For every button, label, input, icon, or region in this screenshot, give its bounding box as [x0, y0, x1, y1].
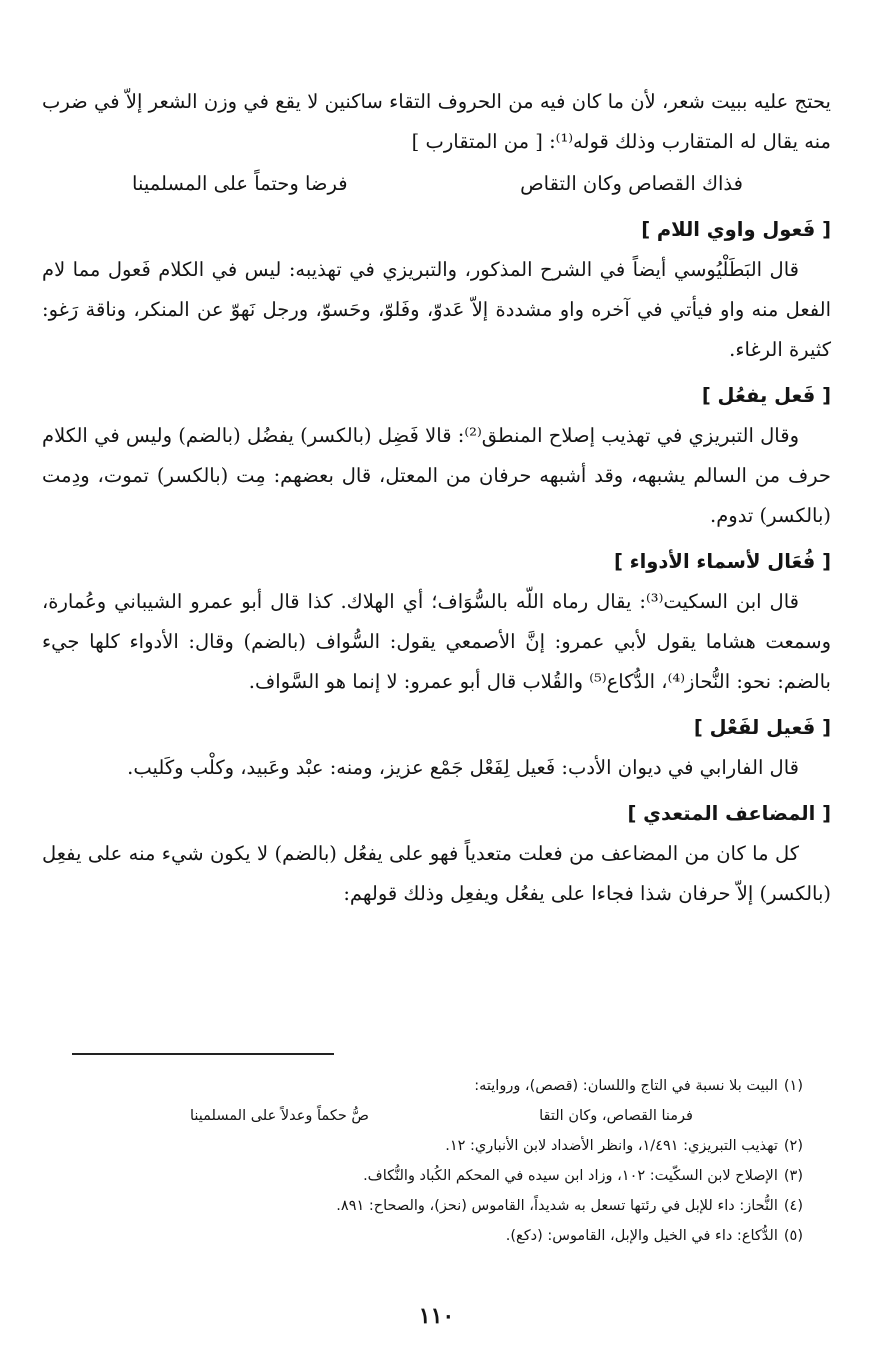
meter-label: [ من المتقارب ]	[411, 130, 543, 153]
verse-hemistich-left: فرضا وحتماً على المسلمينا	[132, 172, 348, 195]
section-text-faeel: قال الفارابي في ديوان الأدب: فَعيل لِفَعْل جَمْع عزيز، ومنه: عبْد وعَبيد، وكلْب وكَليب.	[127, 756, 799, 779]
footnote-text: الإصلاح لابن السكّيت: ١٠٢، وزاد ابن سيده في المحكم الكُباد والنُّكاف.	[363, 1168, 778, 1184]
footnote-verse-left: صُّ حكماً وعدلاً على المسلمينا	[190, 1108, 369, 1124]
footnote-number: (٥)	[783, 1228, 803, 1244]
section-text-faal-yafol: وقال التبريزي في تهذيب إصلاح المنطق⁽²⁾: قالا فَضِل (بالكسر) يفضُل (بالضم) وليس في الكلام حرف من السالم يشبهه، وقد أشبهه حرفان من المعتل، قال بعضهم: مِت (بالكسر) تموت، ودِمت (بالكسر) تدوم.	[42, 424, 831, 527]
verse-hemistich-right: فذاك القصاص وكان التقاص	[520, 172, 743, 195]
footnote-number: (٣)	[783, 1168, 803, 1184]
footnote-verse	[70, 1101, 803, 1131]
page-number: ١١٠	[418, 1303, 455, 1329]
footnote-number: (٤)	[783, 1198, 803, 1214]
section-text-diseases: قال ابن السكيت⁽³⁾: يقال رماه اللّه بالسُّوَاف؛ أي الهلاك. كذا قال أبو عمرو الشيباني وعُمارة، وسمعت هشاما يقول لأبي عمرو: إنَّ الأصمعي يقول: السُّواف (بالضم) وقال: الأدواء كلها جيء بالضم: نحو: النُّحاز⁽⁴⁾، الدُّكاع⁽⁵⁾ والقُلاب قال أبو عمرو: لا إنما هو السَّواف.	[42, 590, 831, 693]
footnote-separator	[72, 1053, 334, 1055]
section-heading-faool: [ فَعول واوي اللام ]	[641, 218, 831, 241]
section-text-mudaaf: كل ما كان من المضاعف من فعلت متعدياً فهو على يفعُل (بالضم) لا يكون شيء منه على يفعِل (بالكسر) إلاّ حرفان شذا فجاءا على يفعُل ويفعِل وذلك قولهم:	[42, 842, 831, 905]
footnote-number: (٢)	[783, 1138, 803, 1154]
intro-paragraph	[42, 82, 831, 162]
footnote-3	[70, 1161, 803, 1191]
book-page-body	[42, 82, 831, 914]
footnote-4	[70, 1191, 803, 1221]
footnotes	[70, 1071, 803, 1251]
section-heading-faal-yafol: [ فَعل يفعُل ]	[701, 384, 831, 407]
section-text-faool: قال البَطَلْيُوسي أيضاً في الشرح المذكور، والتبريزي في تهذيبه: ليس في الكلام فَعول مما لام الفعل منه واو فيأتي في آخره واو مشددة إلاّ عَدوّ، وفَلوّ، وحَسوّ، ورجل نَهوّ عن المنكر، وناقة رَغو: كثيرة الرغاء.	[42, 258, 831, 361]
footnote-2	[70, 1131, 803, 1161]
section-heading-diseases: [ فُعَال لأسماء الأدواء ]	[613, 550, 831, 573]
footnote-number: (١)	[783, 1078, 803, 1094]
footnote-text: الدُّكاع: داء في الخيل والإبل، القاموس: (دكع).	[505, 1228, 778, 1244]
footnote-1	[70, 1071, 803, 1101]
footnote-text: النُّحاز: داء للإبل في رئتها تسعل به شديداً، القاموس (نحز)، والصحاح: ٨٩١.	[336, 1198, 778, 1214]
verse-line	[42, 162, 831, 204]
section-heading-mudaaf: [ المضاعف المتعدي ]	[627, 802, 831, 825]
footnote-verse-right: فرمنا القصاص، وكان التقا	[539, 1108, 693, 1124]
footnote-5	[70, 1221, 803, 1251]
intro-text: يحتج عليه ببيت شعر، لأن ما كان فيه من الحروف التقاء ساكنين لا يقع في وزن الشعر إلاّ في ضرب منه يقال له المتقارب وذلك قوله⁽¹⁾:	[42, 90, 831, 153]
footnote-text: البيت بلا نسبة في التاج واللسان: (قصص)، وروايته:	[474, 1078, 778, 1094]
section-heading-faeel: [ فَعيل لفَعْل ]	[693, 716, 831, 739]
footnote-text: تهذيب التبريزي: ١/٤٩١، وانظر الأضداد لابن الأنباري: ١٢.	[445, 1138, 778, 1154]
